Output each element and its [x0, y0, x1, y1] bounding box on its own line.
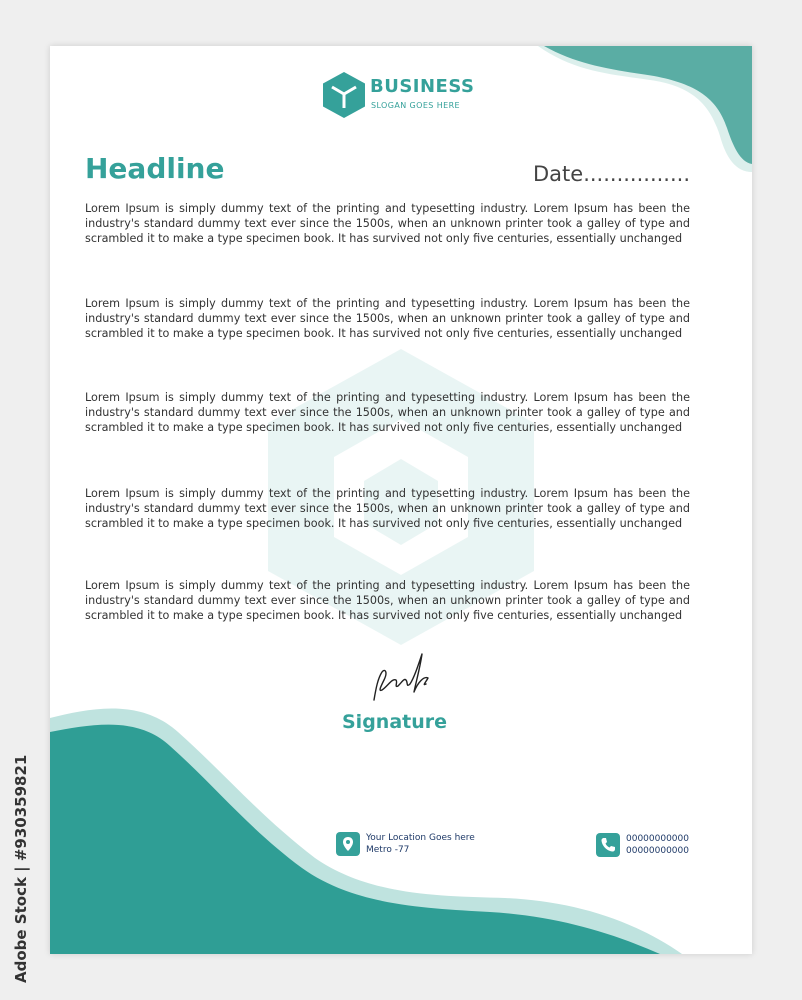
- brand-name: BUSINESS: [370, 76, 475, 97]
- body-paragraph-2: Lorem Ipsum is simply dummy text of the printing and typesetting industry. Lorem Ipsum has been the industry's standard dummy text ever since the 1500s, when an unknown printer took a galley of type and scrambled it to make a type specimen book. It has survived not only five centuries, essentially unchanged: [85, 297, 690, 340]
- handwritten-signature: [368, 648, 434, 714]
- location-line-1: Your Location Goes here: [366, 833, 475, 843]
- phone-line-2: 00000000000: [626, 846, 689, 856]
- letterhead-page: [50, 46, 752, 954]
- cube-icon: [323, 72, 365, 118]
- phone-icon: [596, 833, 620, 857]
- stock-id-label: Adobe Stock | #930359821: [12, 754, 30, 983]
- location-pin-icon: [336, 832, 360, 856]
- signature-label: Signature: [342, 711, 448, 733]
- brand-slogan: SLOGAN GOES HERE: [371, 101, 461, 110]
- location-line-2: Metro -77: [366, 845, 410, 855]
- phone-line-1: 00000000000: [626, 834, 689, 844]
- phone-text: [626, 833, 689, 857]
- body-paragraph-5: Lorem Ipsum is simply dummy text of the printing and typesetting industry. Lorem Ipsum has been the industry's standard dummy text ever since the 1500s, when an unknown printer took a galley of type and scrambled it to make a type specimen book. It has survived not only five centuries, essentially unchanged: [85, 579, 690, 622]
- body-paragraph-4: Lorem Ipsum is simply dummy text of the printing and typesetting industry. Lorem Ipsum has been the industry's standard dummy text ever since the 1500s, when an unknown printer took a galley of type and scrambled it to make a type specimen book. It has survived not only five centuries, essentially unchanged: [85, 487, 690, 530]
- date-label: Date................: [533, 162, 690, 186]
- location-text: [366, 832, 475, 856]
- body-paragraph-1: Lorem Ipsum is simply dummy text of the printing and typesetting industry. Lorem Ipsum has been the industry's standard dummy text ever since the 1500s, when an unknown printer took a galley of type and scrambled it to make a type specimen book. It has survived not only five centuries, essentially unchanged: [85, 202, 690, 245]
- headline: Headline: [85, 152, 225, 185]
- body-paragraph-3: Lorem Ipsum is simply dummy text of the printing and typesetting industry. Lorem Ipsum has been the industry's standard dummy text ever since the 1500s, when an unknown printer took a galley of type and scrambled it to make a type specimen book. It has survived not only five centuries, essentially unchanged: [85, 391, 690, 434]
